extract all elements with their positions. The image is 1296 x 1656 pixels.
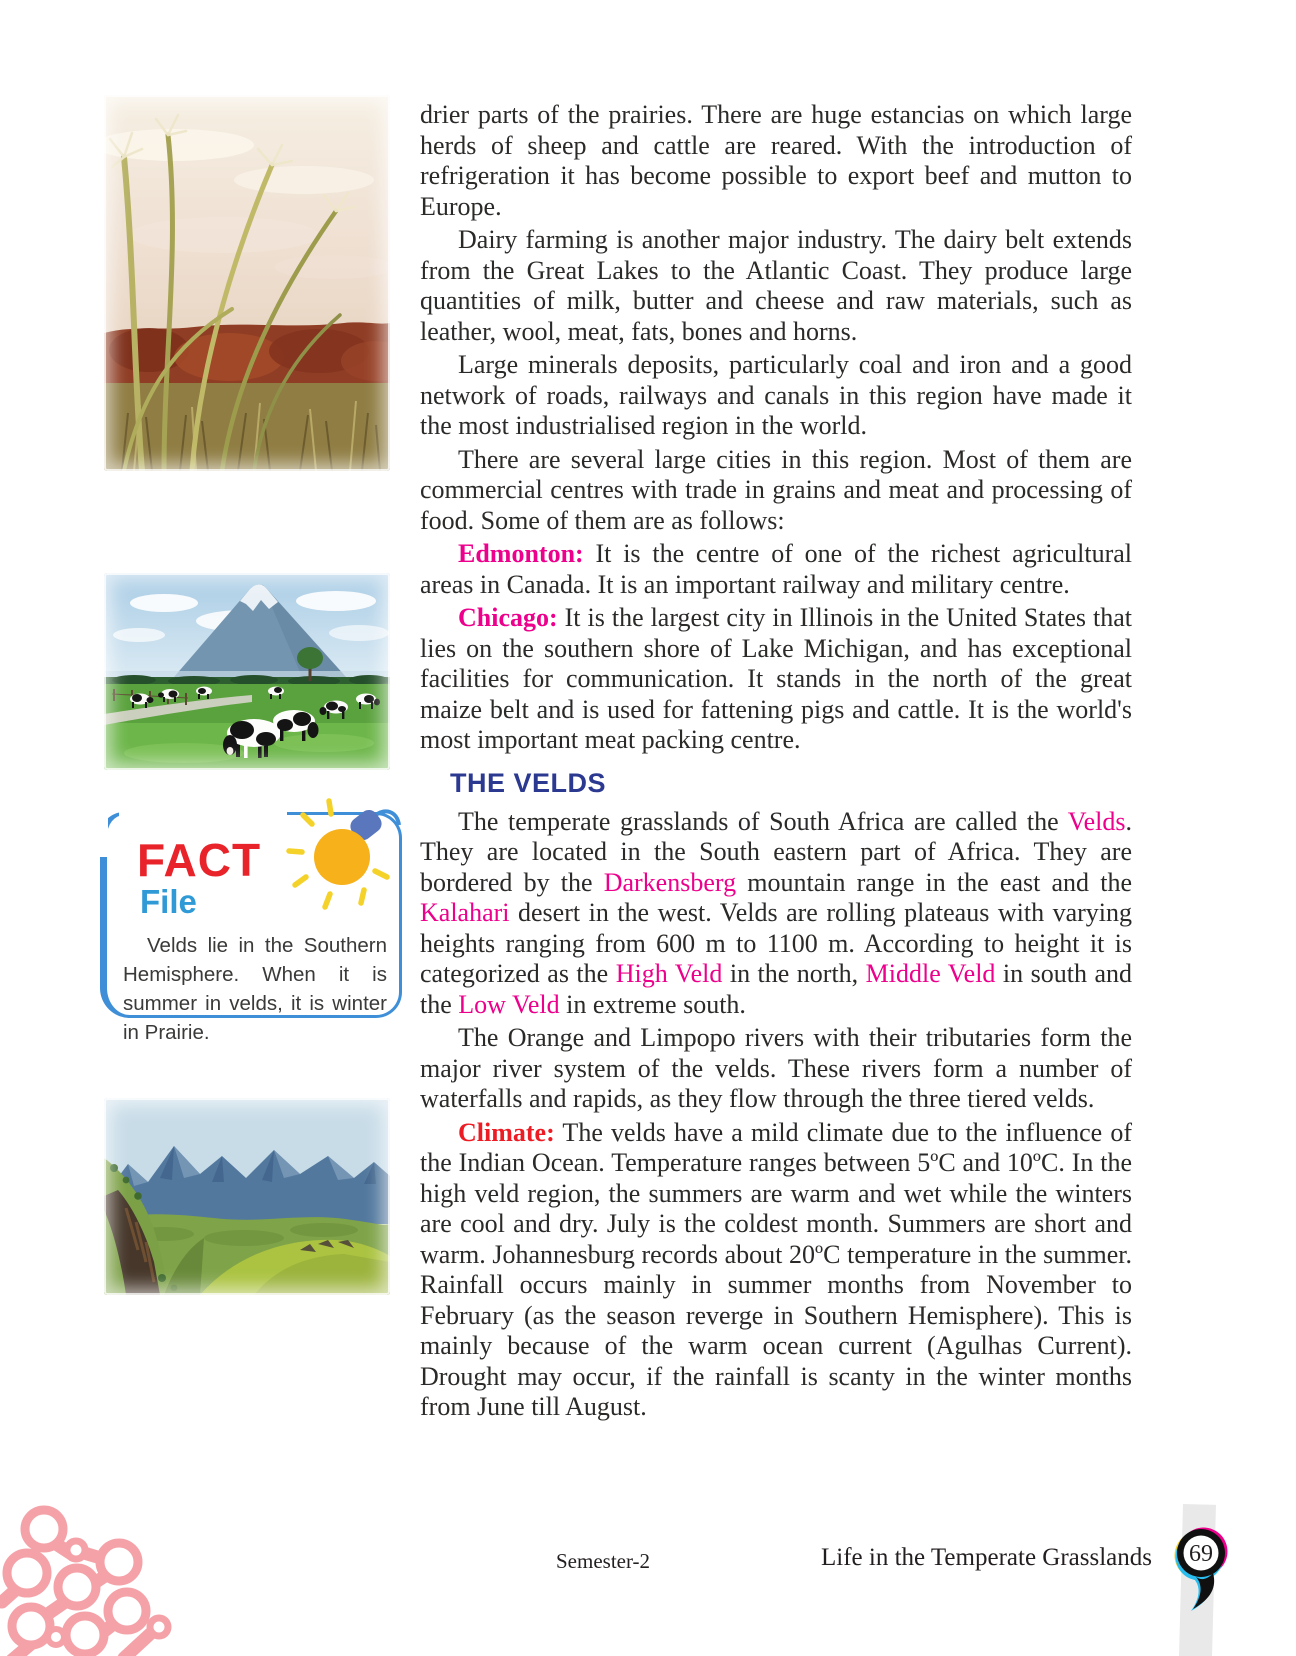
prairie-grass-photo xyxy=(104,95,390,471)
prairie-grass-illustration xyxy=(104,95,390,471)
velds-mountains-photo xyxy=(104,1098,390,1295)
text-segment: The temperate grasslands of South Africa are called the xyxy=(458,806,1068,836)
paragraph xyxy=(420,1023,1132,1115)
text-segment: It is the largest city in Illinois in the United States that lies on the southern shore of Lake Michigan, and has exceptional facilities for communication. It stands in the north of the great maize belt and is used for fattening pigs and cattle. It is the world's most important meat packing centre. xyxy=(420,603,1132,754)
footer-chapter-title: Life in the Temperate Grasslands xyxy=(820,1544,1152,1571)
paragraph xyxy=(420,100,1132,222)
keyword-red-bold: Climate: xyxy=(458,1117,555,1147)
fact-box-border-gap xyxy=(119,811,287,820)
text-segment: in extreme south. xyxy=(559,989,746,1019)
lightbulb-icon xyxy=(269,793,409,921)
paragraph xyxy=(420,350,1132,442)
keyword-magenta: Middle Veld xyxy=(865,959,996,988)
text-segment: drier parts of the prairies. There are huge estancias on which large herds of sheep and cattle are reared. With the introduction of refrigeration it has become possible to export beef and mutton to Europe. xyxy=(420,100,1132,221)
text-segment: in the north, xyxy=(722,959,866,988)
keyword-magenta: High Veld xyxy=(615,959,723,988)
paragraph xyxy=(420,225,1132,347)
keyword-magenta: Kalahari xyxy=(420,898,510,927)
text-segment: It is the centre of one of the richest agricultural areas in Canada. It is an important railway and military centre. xyxy=(420,539,1132,599)
dairy-cattle-illustration xyxy=(104,573,390,770)
fact-file-title: FACT xyxy=(137,834,262,886)
fact-file-text: Velds lie in the Southern Hemisphere. When it is summer in velds, it is winter in Prairie. xyxy=(123,934,387,1044)
section-heading-the-velds: THE VELDS xyxy=(450,767,607,798)
fact-file-box xyxy=(100,812,402,1044)
keyword-magenta: Darkensberg xyxy=(603,867,737,897)
text-segment: The Orange and Limpopo rivers with their tributaries form the major river system of the velds. These rivers form a number of waterfalls and rapids, as they flow through the three tiered velds. xyxy=(420,1023,1132,1113)
velds-mountains-illustration xyxy=(104,1098,390,1295)
text-segment: The velds have a mild climate due to the influence of the Indian Ocean. Temperature ranges between 5ºC and 10ºC. In the high veld region, the summers are warm and wet while the winters are cool and dry. July is the coldest month. Summers are short and warm. Johannesburg records about 20ºC temperature in the summer. Rainfall occurs mainly in summer months from November to February (as the season reverge in Southern Hemisphere). This is mainly because of the warm ocean current (Agulhas Current). Drought may occur, if the rainfall is scanty in the winter months from June till August. xyxy=(420,1117,1132,1421)
footer-semester-label: Semester-2 xyxy=(556,1549,651,1573)
fact-box-border-gap xyxy=(98,811,108,857)
text-segment: mountain range in the east and the xyxy=(736,867,1132,897)
article-text-column xyxy=(420,100,1132,1426)
paragraph xyxy=(420,603,1132,756)
paragraph xyxy=(420,445,1132,537)
text-segment: desert in the west. Velds are rolling plateaus with varying heights ranging from 600 m to 1100 m. According to height it is categorized as the xyxy=(420,898,1132,988)
paragraph xyxy=(420,807,1132,1021)
text-segment: . They are located in the South eastern part of Africa. They are bordered by the xyxy=(420,806,1132,897)
paragraph xyxy=(420,539,1132,600)
text-segment: Dairy farming is another major industry. The dairy belt extends from the Great Lakes to the Atlantic Coast. They produce large quantities of milk, butter and cheese and raw materials, such as leather, wool, meat, fats, bones and horns. xyxy=(420,225,1132,346)
text-segment: in south and the xyxy=(420,959,1132,1019)
text-segment: There are several large cities in this region. Most of them are commercial centres with trade in grains and meat and processing of food. Some of them are as follows: xyxy=(420,444,1132,535)
keyword-magenta-bold: Chicago: xyxy=(458,603,558,632)
keyword-magenta-bold: Edmonton: xyxy=(458,539,584,568)
keyword-magenta: Velds xyxy=(1067,806,1126,836)
page-number-badge xyxy=(1171,1527,1233,1613)
page-number: 69 xyxy=(1189,1541,1213,1567)
keyword-magenta: Low Veld xyxy=(458,989,560,1019)
paragraph xyxy=(420,1118,1132,1423)
text-segment: Large minerals deposits, particularly coal and iron and a good network of roads, railways and canals in this region have made it the most industrialised region in the world. xyxy=(420,350,1132,440)
fact-file-subtitle: File xyxy=(140,883,197,920)
molecule-decoration xyxy=(0,1420,220,1656)
dairy-cattle-photo xyxy=(104,573,390,770)
